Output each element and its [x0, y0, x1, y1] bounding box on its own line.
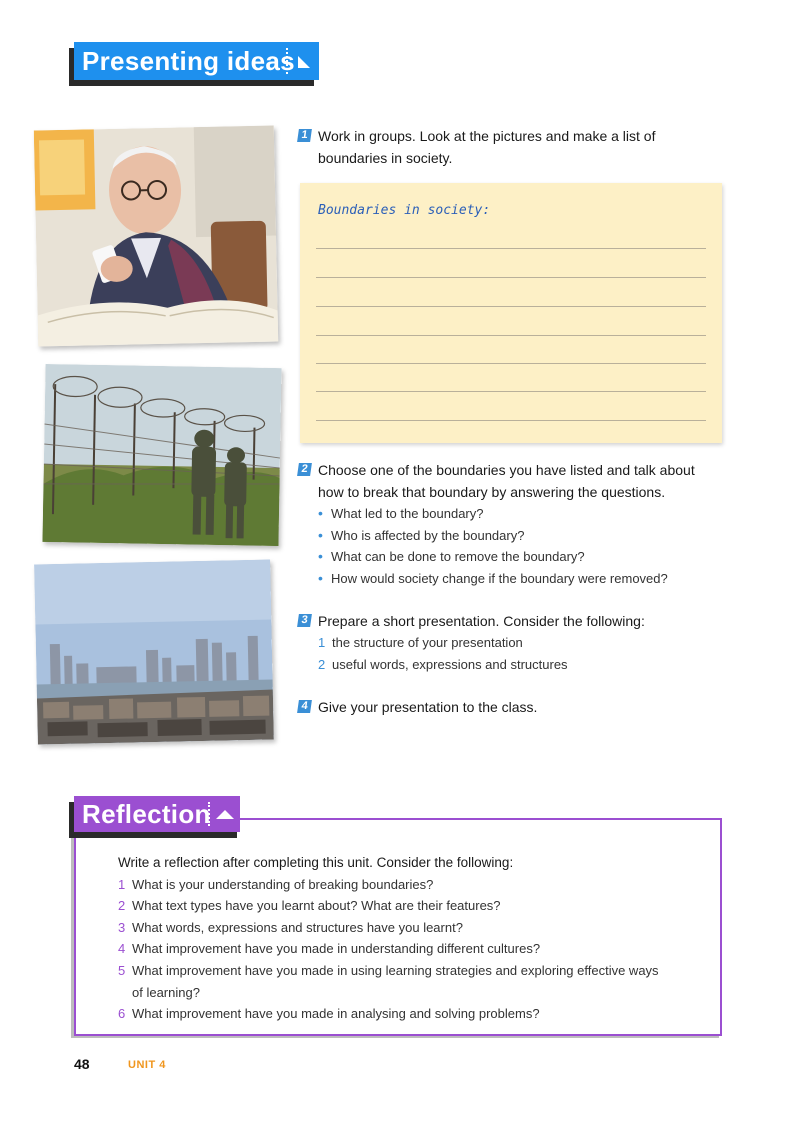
- exercise-number-4: 4: [297, 700, 312, 713]
- exercise-3-text: Prepare a short presentation. Consider the following:: [318, 613, 645, 629]
- exercise-3-item: 1 the structure of your presentation: [318, 635, 523, 650]
- reflection-intro: Write a reflection after completing this unit. Consider the following:: [118, 855, 514, 870]
- reflection-item: 2 What text types have you learnt about? What are their features?: [118, 898, 501, 914]
- question-item: • Who is affected by the boundary?: [318, 525, 718, 547]
- question-item: • What led to the boundary?: [318, 503, 718, 525]
- exercise-1-line-1: Work in groups. Look at the pictures and make a list of: [318, 128, 656, 144]
- question-item: • How would society change if the boundary were removed?: [318, 568, 718, 590]
- triangle-up-icon: [210, 802, 240, 826]
- photo-elderly-man: [34, 126, 278, 347]
- note-paper: [300, 183, 722, 443]
- note-line[interactable]: [316, 363, 706, 364]
- note-line[interactable]: [316, 391, 706, 392]
- reflection-list: [118, 852, 708, 1025]
- page-title: Presenting ideas: [82, 45, 295, 76]
- page-number: 48: [74, 1056, 90, 1072]
- reflection-item: 5 What improvement have you made in using learning strategies and exploring effective ways: [118, 962, 659, 978]
- exercise-2-line-1: Choose one of the boundaries you have listed and talk about: [318, 462, 695, 478]
- reflection-item: of learning?: [132, 984, 200, 1000]
- banner-bar: [74, 42, 319, 80]
- note-line[interactable]: [316, 248, 706, 249]
- exercise-1: [300, 125, 718, 169]
- exercise-1-line-2: boundaries in society.: [318, 150, 453, 166]
- exercise-2-line-2: how to break that boundary by answering the questions.: [318, 484, 666, 500]
- exercise-3-item: 2 useful words, expressions and structures: [318, 657, 568, 672]
- reflection-title: Reflection: [82, 798, 211, 829]
- exercise-number-1: 1: [297, 129, 312, 142]
- exercise-4-text: Give your presentation to the class.: [318, 699, 538, 715]
- question-item: • What can be done to remove the boundary?: [318, 546, 718, 568]
- banner-tab: [286, 48, 316, 74]
- note-heading: Boundaries in society:: [318, 203, 491, 218]
- exercise-3: [300, 610, 718, 676]
- reflection-item: 4 What improvement have you made in understanding different cultures?: [118, 941, 541, 957]
- exercise-number-2: 2: [297, 463, 312, 476]
- exercise-number-3: 3: [297, 614, 312, 627]
- photo-city-skyline: [34, 560, 274, 745]
- exercise-4: [300, 696, 718, 718]
- reflection-item: 1 What is your understanding of breaking boundaries?: [118, 876, 434, 892]
- note-line[interactable]: [316, 306, 706, 307]
- unit-label: UNIT 4: [128, 1059, 166, 1071]
- note-line[interactable]: [316, 335, 706, 336]
- note-line[interactable]: [316, 420, 706, 421]
- photo-border-fence: [42, 364, 281, 546]
- reflection-item: 3 What words, expressions and structures have you learnt?: [118, 919, 463, 935]
- note-line[interactable]: [316, 277, 706, 278]
- corner-triangle-icon: [288, 48, 316, 74]
- reflection-item: 6 What improvement have you made in analysing and solving problems?: [118, 1006, 540, 1022]
- banner-tab: [208, 802, 240, 826]
- exercise-2: [300, 459, 718, 589]
